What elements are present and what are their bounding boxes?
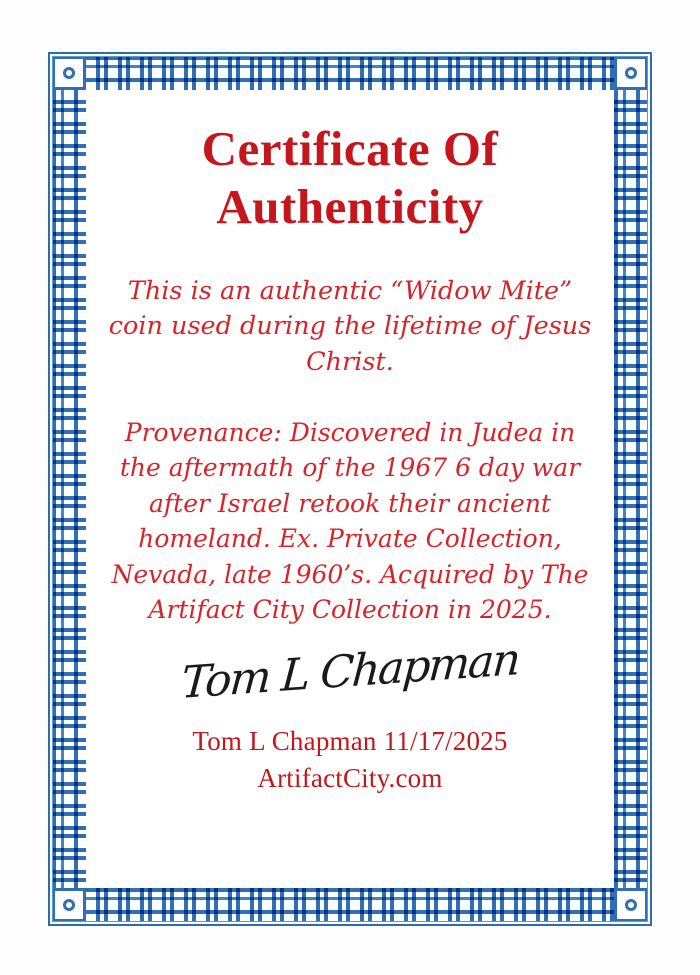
signature-area <box>104 633 596 724</box>
signer-name-and-date: Tom L Chapman 11/17/2025 <box>192 725 508 756</box>
authenticity-statement: This is an authentic “Widow Mite” coin used during the lifetime of Jesus Christ. <box>108 275 592 377</box>
website-text: ArtifactCity.com <box>257 762 443 793</box>
certificate-content <box>92 96 608 882</box>
provenance-statement: Provenance: Discovered in Judea in the aftermath of the 1967 6 day war after Israel retook their ancient homeland. Ex. Private Collection, Nevada, late 1960’s. Acquired by The Artifact City Collection in 2025. <box>111 417 589 625</box>
certificate-title-line-2: Authenticity <box>216 178 484 234</box>
handwritten-signature: Tom L Chapman <box>179 633 521 709</box>
certificate-title-line-1: Certificate Of <box>201 121 499 176</box>
certificate-title <box>104 120 596 236</box>
